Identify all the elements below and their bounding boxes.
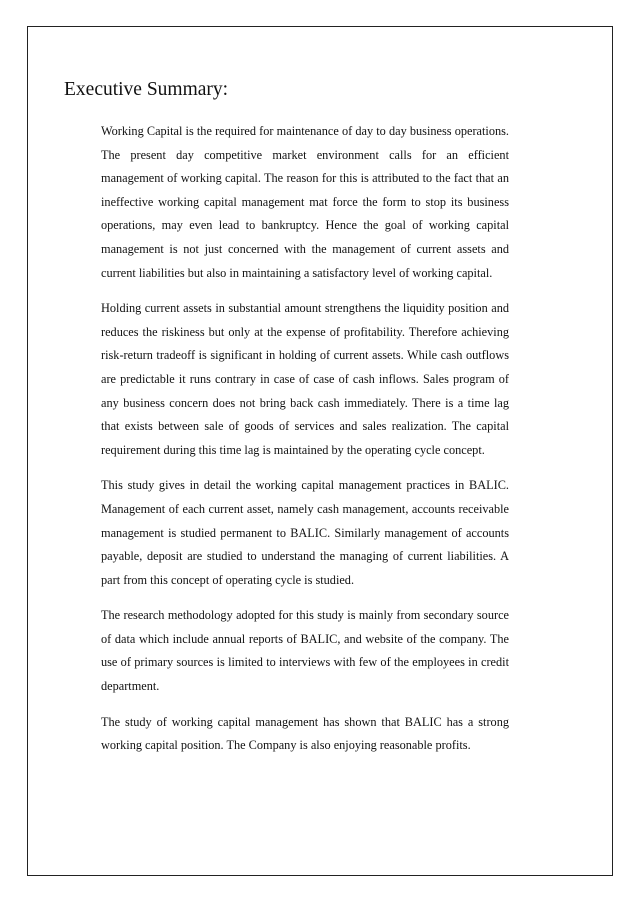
- summary-body: [101, 120, 509, 770]
- page-title: Executive Summary:: [64, 79, 229, 100]
- paragraph-research-methodology: The research methodology adopted for this study is mainly from secondary source of data which include annual reports of BALIC, and website of the company. The use of primary sources is limited to interviews with few of the employees in credit department.: [101, 608, 509, 694]
- paragraph-current-assets: Holding current assets in substantial amount strengthens the liquidity position and reduces the riskiness but only at the expense of profitability. Therefore achieving risk-return tradeoff is significant in holding of current assets. While cash outflows are predictable it runs contrary in case of case of cash inflows. Sales program of any business concern does not bring back cash immediately. There is a time lag that exists between sale of goods of services and sales realization. The capital requirement during this time lag is maintained by the operating cycle concept.: [101, 301, 509, 457]
- paragraph-study-scope: This study gives in detail the working capital management practices in BALIC. Management of each current asset, namely cash management, accounts receivable management is studied permanent to BALIC. Similarly management of accounts payable, deposit are studied to understand the managing of current liabilities. A part from this concept of operating cycle is studied.: [101, 478, 509, 587]
- paragraph-working-capital-intro: Working Capital is the required for maintenance of day to day business operations. The present day competitive market environment calls for an efficient management of working capital. The reason for this is attributed to the fact that an ineffective working capital management mat force the form to stop its business operations, may even lead to bankruptcy. Hence the goal of working capital management is not just concerned with the management of current assets and current liabilities but also in maintaining a satisfactory level of working capital.: [101, 124, 509, 280]
- paragraph-conclusion: The study of working capital management has shown that BALIC has a strong working capital position. The Company is also enjoying reasonable profits.: [101, 714, 509, 753]
